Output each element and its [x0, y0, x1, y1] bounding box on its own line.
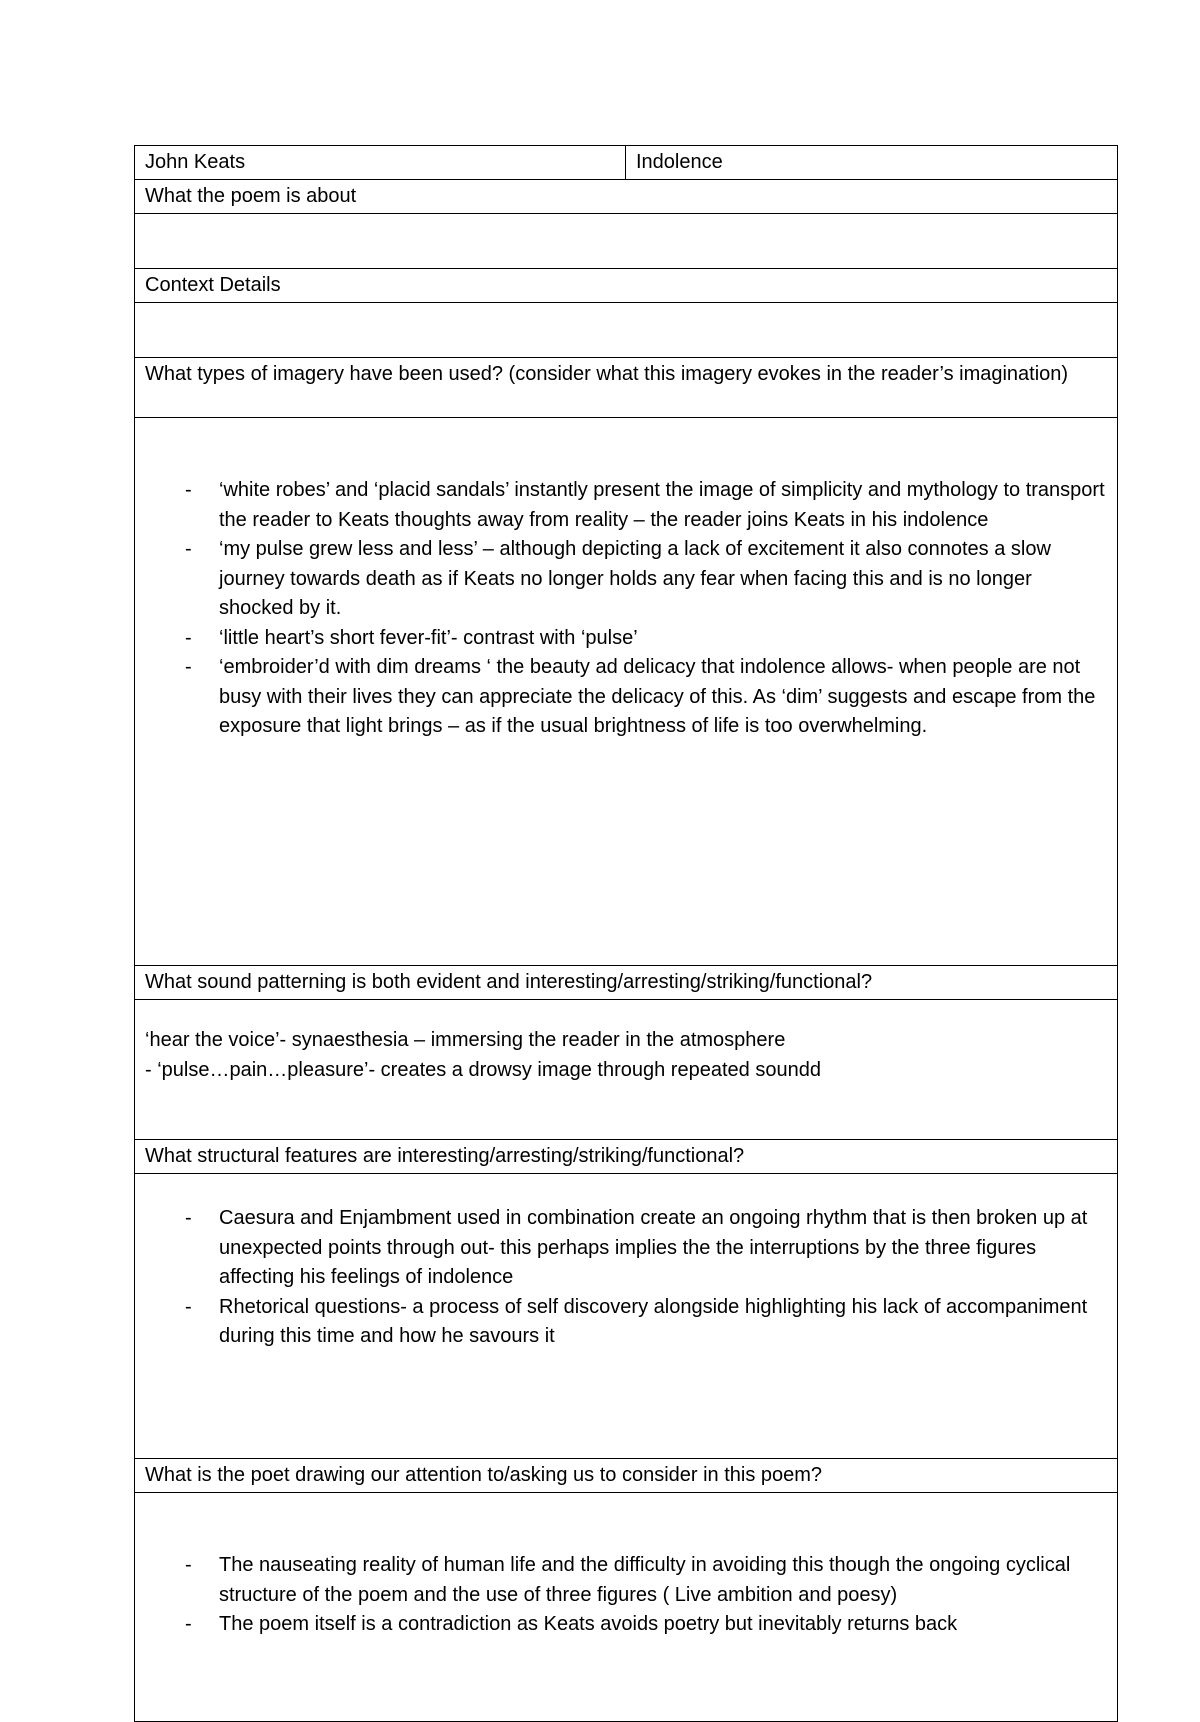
dash-bullet: - [185, 1295, 192, 1318]
poem-analysis-table [134, 145, 1118, 1722]
sound-answer-row [135, 1000, 1118, 1140]
imagery-answer-cell[interactable] [135, 418, 1118, 966]
dash-bullet: - [185, 1613, 192, 1635]
dash-bullet: - [185, 656, 192, 678]
list-item-text: ‘embroider’d with dim dreams ‘ the beauty ad delicacy that indolence allows- when people are not busy with their lives they can appreciate the delicacy of this. As ‘dim’ suggests and escape from the exposure that light brings – as if the usual brightness of life is too overwhelming. [219, 656, 1096, 737]
list-item [145, 653, 1107, 742]
header-row [135, 146, 1118, 180]
about-answer-row [135, 214, 1118, 269]
structure-label-row [135, 1140, 1118, 1174]
context-answer-row [135, 303, 1118, 358]
imagery-label: What types of imagery have been used? (consider what this imagery evokes in the reader’s imagination) [135, 358, 1118, 418]
list-item [145, 1204, 1107, 1293]
list-item-text: ‘little heart’s short fever-fit’- contrast with ‘pulse’ [219, 626, 638, 649]
poem-title-cell: Indolence [626, 146, 1118, 180]
structure-answer-cell[interactable] [135, 1174, 1118, 1459]
list-item-text: The poem itself is a contradiction as Keats avoids poetry but inevitably returns back [219, 1613, 958, 1635]
imagery-label-row [135, 358, 1118, 418]
list-item-text: Caesura and Enjambment used in combination create an ongoing rhythm that is then broken up at unexpected points through out- this perhaps implies the the interruptions by the three figures affecting his feelings of indolence [219, 1207, 1088, 1288]
dash-bullet: - [185, 479, 192, 501]
list-item [145, 1551, 1107, 1610]
context-answer-cell[interactable] [135, 303, 1118, 358]
structure-answer-row [135, 1174, 1118, 1459]
structure-label: What structural features are interesting/arresting/striking/functional? [135, 1140, 1118, 1174]
dash-bullet: - [185, 1207, 192, 1229]
attention-answer-cell[interactable] [135, 1493, 1118, 1722]
imagery-list [145, 476, 1107, 742]
structure-list [145, 1204, 1107, 1352]
list-item-text: Rhetorical questions- a process of self discovery alongside highlighting his lack of accompaniment during this time and how he savours it [219, 1295, 1088, 1347]
about-answer-cell[interactable] [135, 214, 1118, 269]
list-item [145, 476, 1107, 535]
list-item [145, 624, 1107, 654]
context-label-row [135, 269, 1118, 303]
dash-bullet: - [185, 538, 192, 560]
dash-bullet: - [185, 1554, 192, 1576]
about-label: What the poem is about [135, 180, 1118, 214]
attention-list [145, 1551, 1107, 1640]
attention-label-row [135, 1459, 1118, 1493]
list-item [145, 535, 1107, 624]
attention-label: What is the poet drawing our attention to/asking us to consider in this poem? [135, 1459, 1118, 1493]
sound-label-row [135, 966, 1118, 1000]
sound-line: - ‘pulse…pain…pleasure’- creates a drowsy image through repeated soundd [145, 1058, 821, 1081]
attention-answer-row [135, 1493, 1118, 1722]
context-label: Context Details [135, 269, 1118, 303]
list-item-text: ‘white robes’ and ‘placid sandals’ instantly present the image of simplicity and mythology to transport the reader to Keats thoughts away from reality – the reader joins Keats in his indolence [219, 479, 1105, 531]
imagery-answer-row [135, 418, 1118, 966]
dash-bullet: - [185, 626, 192, 649]
sound-answer-cell[interactable] [135, 1000, 1118, 1140]
author-cell: John Keats [135, 146, 626, 180]
list-item [145, 1293, 1107, 1352]
worksheet-page [134, 145, 1105, 1722]
list-item-text: The nauseating reality of human life and the difficulty in avoiding this though the ongoing cyclical structure of the poem and the use of three figures ( Live ambition and poesy) [219, 1554, 1071, 1606]
about-label-row [135, 180, 1118, 214]
list-item [145, 1610, 1107, 1640]
sound-label: What sound patterning is both evident and interesting/arresting/striking/functional? [135, 966, 1118, 1000]
list-item-text: ‘my pulse grew less and less’ – although depicting a lack of excitement it also connotes a slow journey towards death as if Keats no longer holds any fear when facing this and is no longer shocked by it. [219, 538, 1051, 619]
sound-line: ‘hear the voice’- synaesthesia – immersing the reader in the atmosphere [145, 1029, 786, 1051]
